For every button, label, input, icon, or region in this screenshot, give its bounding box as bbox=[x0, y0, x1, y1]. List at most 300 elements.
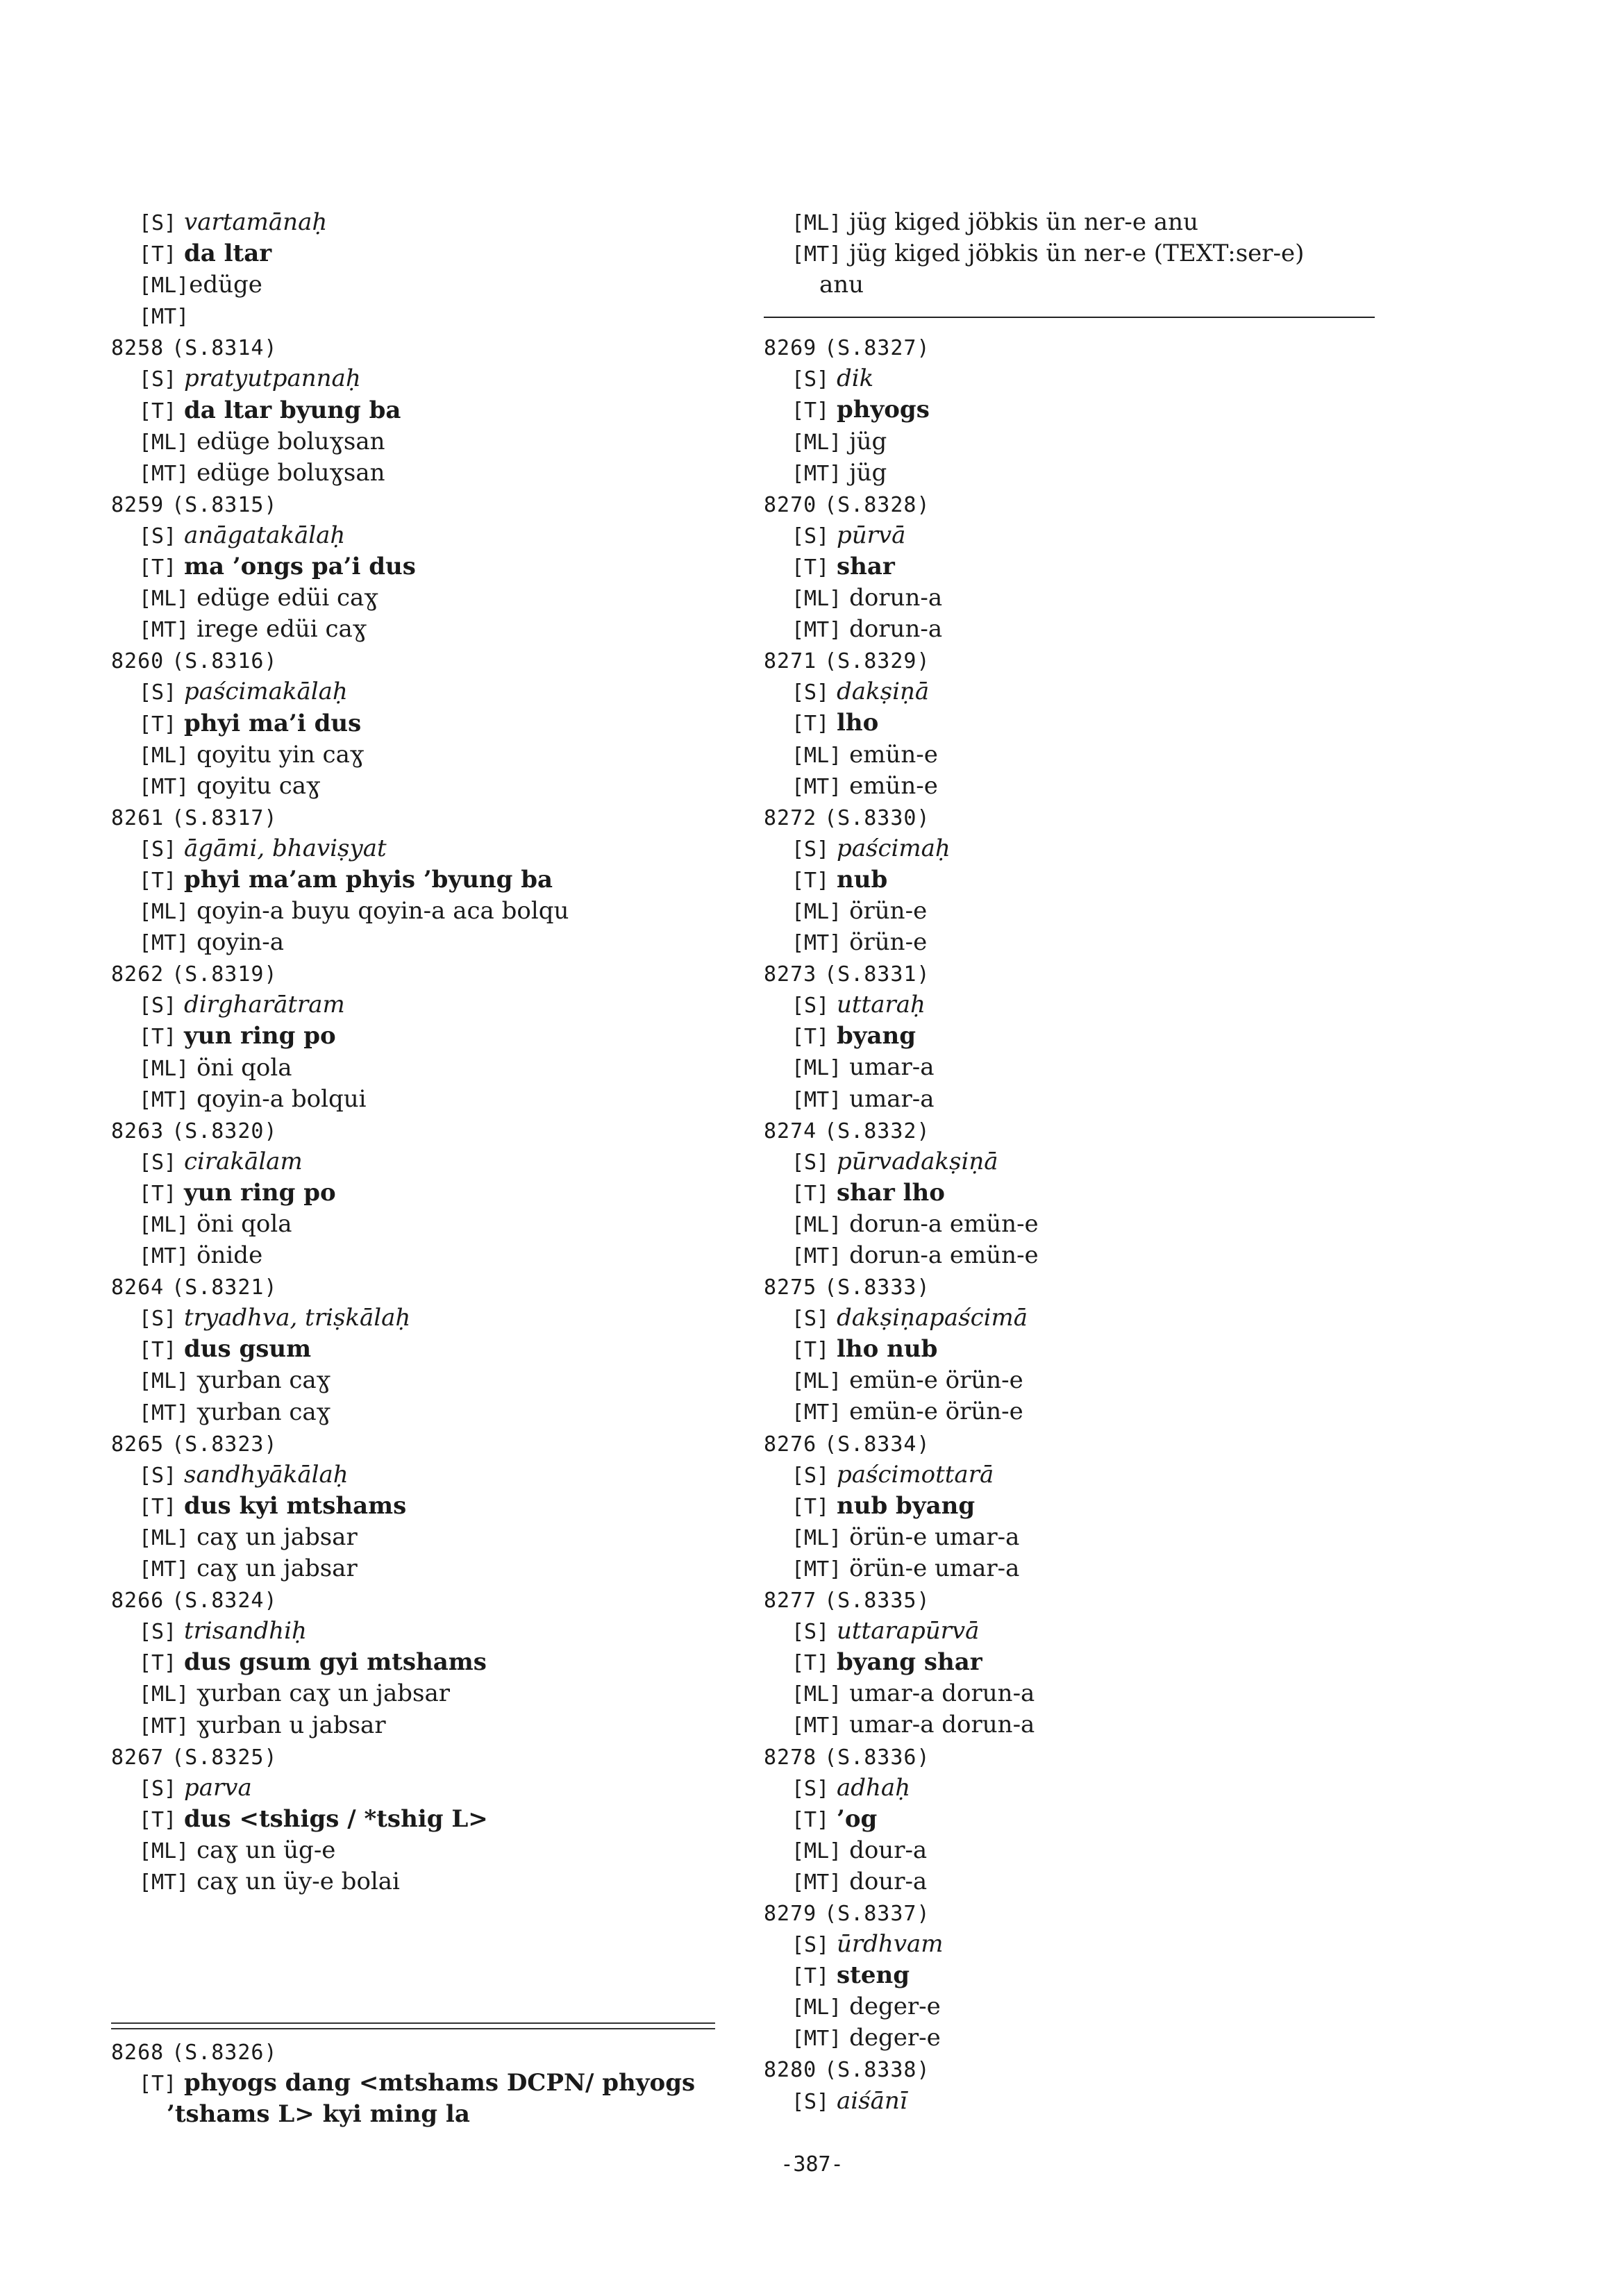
tag-ml: [ML] bbox=[792, 1369, 842, 1394]
entry-header bbox=[111, 1741, 722, 1773]
mongolian-mt-term: jüg kiged jöbkis ün ner-e (TEXT:ser-e) bbox=[849, 240, 1305, 268]
tag-t: [T] bbox=[139, 2072, 177, 2097]
tag-t: [T] bbox=[792, 1964, 830, 1989]
mongolian-ml-term: örün-e bbox=[849, 896, 928, 925]
tag-mt: [MT] bbox=[139, 1087, 190, 1112]
entry-ref: (S.8315) bbox=[171, 492, 278, 517]
tag-s: [S] bbox=[792, 1307, 830, 1332]
entry-line-t bbox=[111, 1491, 722, 1522]
entry-line-ml bbox=[111, 896, 722, 927]
left-column bbox=[111, 207, 722, 1897]
tag-mt: [MT] bbox=[792, 1557, 842, 1582]
sanskrit-term: pūrvadakṣiṇā bbox=[837, 1147, 998, 1175]
tag-mt: [MT] bbox=[792, 1870, 842, 1895]
sanskrit-term: āgāmi, bhaviṣyat bbox=[184, 834, 387, 862]
mongolian-ml-term: edüge bbox=[189, 271, 262, 299]
entry-line-s bbox=[764, 363, 1403, 394]
tag-s: [S] bbox=[139, 1463, 177, 1488]
tibetan-term: lho bbox=[837, 709, 879, 737]
entry-line-mt bbox=[764, 927, 1403, 958]
tag-t: [T] bbox=[139, 868, 177, 893]
entry-number: 8279 bbox=[764, 1901, 817, 1926]
entry-line-ml bbox=[111, 426, 722, 458]
entry-number: 8261 bbox=[111, 805, 165, 830]
mongolian-mt-term: dorun-a emün-e bbox=[849, 1241, 1039, 1269]
entry-header bbox=[764, 645, 1403, 676]
tibetan-term-cont: ’tshams L> kyi ming la bbox=[167, 2100, 470, 2129]
entry-header bbox=[111, 645, 722, 676]
tag-mt: [MT] bbox=[139, 1870, 190, 1895]
mongolian-mt-term: deger-e bbox=[849, 2024, 941, 2052]
entry-line-mt bbox=[111, 1866, 722, 1897]
entry-number: 8270 bbox=[764, 492, 817, 517]
entry-line-t bbox=[764, 551, 1403, 583]
entry-line-ml bbox=[111, 1678, 722, 1709]
mongolian-ml-term: dorun-a emün-e bbox=[849, 1209, 1039, 1238]
entry-line-s bbox=[764, 2086, 1403, 2117]
entry-line-ml bbox=[111, 583, 722, 614]
mongolian-mt-term: caɣ un üy-e bolai bbox=[196, 1867, 400, 1895]
sanskrit-term: aiśānī bbox=[837, 2086, 907, 2115]
entry-line-mt bbox=[111, 1553, 722, 1584]
entry-number: 8275 bbox=[764, 1275, 817, 1300]
entry-number: 8269 bbox=[764, 336, 817, 361]
tag-t: [T] bbox=[139, 242, 177, 267]
entry-line-t bbox=[111, 2068, 736, 2099]
mongolian-ml-term: örün-e umar-a bbox=[849, 1523, 1020, 1551]
entry-line-t bbox=[111, 864, 722, 896]
entry-number: 8268 bbox=[111, 2041, 165, 2065]
tag-t: [T] bbox=[792, 712, 830, 737]
entry-line-mt bbox=[111, 1397, 722, 1428]
entry-line-s bbox=[111, 676, 722, 707]
tag-ml: [ML] bbox=[792, 1995, 842, 2020]
tag-t: [T] bbox=[792, 1651, 830, 1676]
tag-mt: [MT] bbox=[792, 461, 842, 486]
entry-line-t bbox=[111, 708, 722, 739]
tag-t: [T] bbox=[139, 1807, 177, 1832]
entry-line-mt bbox=[111, 927, 722, 958]
entry-number: 8263 bbox=[111, 1118, 165, 1143]
sanskrit-term: pūrvā bbox=[837, 521, 906, 549]
entry-ref: (S.8320) bbox=[171, 1118, 278, 1143]
mongolian-ml-term: caɣ un jabsar bbox=[196, 1523, 358, 1551]
tag-mt: [MT] bbox=[792, 1713, 842, 1738]
entry-ref: (S.8329) bbox=[824, 649, 930, 674]
entry-line-ml bbox=[764, 207, 1403, 238]
tag-s: [S] bbox=[139, 1307, 177, 1332]
entry-line-ml bbox=[764, 1678, 1403, 1709]
tag-mt: [MT] bbox=[792, 931, 842, 956]
tag-t: [T] bbox=[139, 1651, 177, 1676]
tag-ml: [ML] bbox=[139, 1369, 190, 1394]
tag-t: [T] bbox=[139, 1338, 177, 1363]
tibetan-term: byang shar bbox=[837, 1648, 982, 1677]
entry-header bbox=[764, 332, 1403, 363]
entry-line-s bbox=[764, 676, 1403, 707]
tibetan-term: da ltar byung ba bbox=[184, 396, 401, 424]
entry-ref: (S.8338) bbox=[824, 2058, 930, 2083]
entry-header bbox=[111, 1428, 722, 1459]
entry-number: 8265 bbox=[111, 1432, 165, 1457]
mongolian-ml-term: dour-a bbox=[849, 1836, 928, 1864]
entry-number: 8271 bbox=[764, 649, 817, 674]
entry-header bbox=[764, 1115, 1403, 1146]
tag-ml: [ML] bbox=[792, 587, 842, 612]
tag-s: [S] bbox=[139, 994, 177, 1019]
entry-line-s bbox=[111, 1616, 722, 1647]
sanskrit-term: dakṣiṇā bbox=[837, 678, 930, 706]
entry-line-t bbox=[111, 238, 722, 269]
tibetan-term: byang bbox=[837, 1022, 916, 1050]
entry-line-s bbox=[111, 1146, 722, 1178]
entry-line-mt bbox=[764, 771, 1403, 802]
entry-line-ml bbox=[111, 739, 722, 771]
entry-line-s bbox=[764, 1616, 1403, 1647]
tag-mt: [MT] bbox=[139, 1400, 190, 1425]
mongolian-mt-term: önide bbox=[196, 1241, 263, 1270]
tag-ml: [ML] bbox=[792, 1212, 842, 1237]
tag-mt: [MT] bbox=[792, 2027, 842, 2052]
entry-ref: (S.8316) bbox=[171, 649, 278, 674]
tag-t: [T] bbox=[139, 555, 177, 580]
sanskrit-term: pratyutpannaḥ bbox=[184, 364, 361, 393]
entry-line-s bbox=[764, 1302, 1403, 1334]
entry-line-s bbox=[111, 1773, 722, 1804]
entry-ref: (S.8327) bbox=[824, 336, 930, 361]
section-divider bbox=[111, 2022, 715, 2029]
entry-line-t bbox=[764, 1804, 1403, 1835]
entry-number: 8258 bbox=[111, 336, 165, 361]
tag-mt: [MT] bbox=[139, 931, 190, 956]
tibetan-term: dus <tshigs / *tshig L> bbox=[184, 1804, 488, 1833]
mongolian-ml-term: ɣurban caɣ bbox=[196, 1366, 331, 1395]
tibetan-term: ’og bbox=[837, 1804, 878, 1833]
mongolian-mt-term-cont: anu bbox=[819, 271, 864, 299]
entry-number: 8272 bbox=[764, 805, 817, 830]
mongolian-ml-term: qoyitu yin caɣ bbox=[196, 740, 365, 769]
mongolian-mt-term: umar-a dorun-a bbox=[849, 1711, 1035, 1739]
mongolian-mt-term: qoyin-a bolqui bbox=[196, 1084, 367, 1113]
entry-line-mt bbox=[764, 1553, 1403, 1584]
tag-s: [S] bbox=[792, 837, 830, 862]
entry-ref: (S.8321) bbox=[171, 1275, 278, 1300]
tag-mt: [MT] bbox=[792, 242, 842, 267]
tag-ml: [ML] bbox=[792, 1056, 842, 1081]
entry-line-mt bbox=[111, 771, 722, 802]
mongolian-ml-term: umar-a dorun-a bbox=[849, 1679, 1035, 1708]
entry-line-mt bbox=[764, 458, 1403, 489]
header-divider bbox=[764, 317, 1375, 318]
tag-ml: [ML] bbox=[792, 899, 842, 924]
entry-line-t bbox=[111, 395, 722, 426]
entry-line-ml bbox=[764, 426, 1403, 458]
mongolian-mt-term: umar-a bbox=[849, 1084, 935, 1113]
mongolian-mt-term: qoyin-a bbox=[196, 928, 285, 957]
entry-ref: (S.8334) bbox=[824, 1432, 930, 1457]
entry-ref: (S.8317) bbox=[171, 805, 278, 830]
entry-header bbox=[764, 958, 1403, 989]
tibetan-term: yun ring po bbox=[184, 1022, 336, 1050]
entry-ref: (S.8326) bbox=[171, 2041, 278, 2065]
mongolian-mt-term: ɣurban caɣ bbox=[196, 1398, 331, 1426]
entry-line-t bbox=[111, 1021, 722, 1052]
entry-line-ml bbox=[764, 1835, 1403, 1866]
tibetan-term: dus kyi mtshams bbox=[184, 1491, 407, 1520]
entry-line-t bbox=[111, 551, 722, 583]
entry-number: 8276 bbox=[764, 1432, 817, 1457]
tag-s: [S] bbox=[792, 680, 830, 705]
sanskrit-term: sandhyākālaḥ bbox=[184, 1460, 349, 1489]
entry-line-t bbox=[764, 707, 1403, 739]
mongolian-mt-term: örün-e umar-a bbox=[849, 1554, 1020, 1582]
entry-line-s bbox=[764, 520, 1403, 551]
entry-header bbox=[111, 332, 722, 363]
tag-ml: [ML] bbox=[139, 1838, 190, 1863]
mongolian-mt-term: edüge boluɣsan bbox=[196, 458, 385, 487]
entry-ref: (S.8324) bbox=[171, 1589, 278, 1614]
entry-line-t bbox=[764, 864, 1403, 896]
entry-line-s bbox=[764, 1929, 1403, 1960]
tag-s: [S] bbox=[139, 523, 177, 548]
tag-ml: [ML] bbox=[139, 1056, 190, 1081]
entry-line-s bbox=[764, 1773, 1403, 1804]
tag-s: [S] bbox=[139, 1150, 177, 1175]
entry-line-s bbox=[764, 1459, 1403, 1491]
left-entries bbox=[111, 332, 722, 1897]
entry-ref: (S.8337) bbox=[824, 1901, 930, 1926]
entry-line-s bbox=[111, 207, 722, 238]
entry-line-s bbox=[111, 1459, 722, 1491]
entry-line-t bbox=[764, 1178, 1403, 1209]
entry-line-t bbox=[764, 1334, 1403, 1365]
entry-line-mt bbox=[764, 1084, 1403, 1115]
tag-t: [T] bbox=[792, 1025, 830, 1050]
mongolian-ml-term: emün-e örün-e bbox=[849, 1366, 1023, 1395]
entry-number: 8280 bbox=[764, 2058, 817, 2083]
mongolian-mt-term: emün-e bbox=[849, 771, 938, 800]
tag-t: [T] bbox=[139, 712, 177, 737]
mongolian-mt-term: ɣurban u jabsar bbox=[196, 1711, 386, 1739]
entry-header bbox=[764, 802, 1403, 833]
mongolian-ml-term: caɣ un üg-e bbox=[196, 1836, 336, 1864]
sanskrit-term: cirakālam bbox=[184, 1147, 303, 1175]
entry-number: 8264 bbox=[111, 1275, 165, 1300]
entry-line-mt bbox=[764, 1240, 1403, 1271]
entry-line-t bbox=[764, 1960, 1403, 1991]
tibetan-term: steng bbox=[837, 1961, 910, 1990]
tag-s: [S] bbox=[792, 1933, 830, 1958]
sanskrit-term: vartamānaḥ bbox=[184, 208, 328, 236]
tag-ml: [ML] bbox=[792, 1525, 842, 1550]
entry-line-t bbox=[111, 1804, 722, 1835]
entry-number: 8262 bbox=[111, 962, 165, 987]
entry-line-t bbox=[111, 1334, 722, 1365]
tibetan-term: da ltar bbox=[184, 240, 272, 268]
entry-header bbox=[764, 2054, 1403, 2085]
tibetan-term: nub byang bbox=[837, 1491, 976, 1520]
entry-ref: (S.8332) bbox=[824, 1118, 930, 1143]
entry-line-ml bbox=[764, 1522, 1403, 1553]
entry-header bbox=[111, 1271, 722, 1302]
entry-ref: (S.8336) bbox=[824, 1745, 930, 1770]
sanskrit-term: paścimottarā bbox=[837, 1460, 994, 1489]
tag-t: [T] bbox=[792, 868, 830, 893]
tag-mt: [MT] bbox=[139, 305, 190, 330]
entry-line-ml bbox=[111, 1835, 722, 1866]
mongolian-ml-term: öni qola bbox=[196, 1210, 292, 1238]
entry-ref: (S.8319) bbox=[171, 962, 278, 987]
entry-line-ml bbox=[764, 1365, 1403, 1396]
sanskrit-term: paścimaḥ bbox=[837, 834, 951, 862]
sanskrit-term: dirgharātram bbox=[184, 991, 345, 1019]
tibetan-term: phyi ma’i dus bbox=[184, 709, 362, 737]
entry-line-ml bbox=[111, 1053, 722, 1084]
tag-mt: [MT] bbox=[792, 1087, 842, 1112]
entry-line-s bbox=[111, 1302, 722, 1334]
mongolian-mt-term: caɣ un jabsar bbox=[196, 1555, 358, 1583]
tag-t: [T] bbox=[792, 1338, 830, 1363]
entry-line-s bbox=[111, 520, 722, 551]
entry-line-t bbox=[764, 1021, 1403, 1052]
entry-ref: (S.8335) bbox=[824, 1589, 930, 1614]
entry-line-t bbox=[111, 1178, 722, 1209]
mongolian-ml-term: emün-e bbox=[849, 740, 938, 769]
tag-s: [S] bbox=[139, 1776, 177, 1801]
tag-t: [T] bbox=[792, 1494, 830, 1519]
tibetan-term: shar bbox=[837, 552, 895, 580]
entry-line-mt bbox=[111, 458, 722, 489]
tag-s: [S] bbox=[792, 367, 830, 392]
tag-s: [S] bbox=[139, 837, 177, 862]
mongolian-mt-term: qoyitu caɣ bbox=[196, 771, 321, 800]
tag-ml: [ML] bbox=[139, 743, 190, 768]
entry-header bbox=[764, 1584, 1403, 1616]
tag-mt: [MT] bbox=[792, 774, 842, 799]
tag-s: [S] bbox=[139, 211, 177, 235]
entry-ref: (S.8331) bbox=[824, 962, 930, 987]
tag-ml: [ML] bbox=[139, 1525, 190, 1550]
sanskrit-term: paścimakālaḥ bbox=[184, 678, 348, 706]
tag-ml: [ML] bbox=[792, 1682, 842, 1707]
tag-t: [T] bbox=[139, 1025, 177, 1050]
entry-line-ml bbox=[764, 1052, 1403, 1083]
tag-ml: [ML] bbox=[139, 1213, 190, 1237]
entry-header bbox=[111, 1115, 722, 1146]
entry-line-mt bbox=[764, 1866, 1403, 1897]
entry-number: 8260 bbox=[111, 649, 165, 674]
tag-s: [S] bbox=[139, 1620, 177, 1645]
mongolian-ml-term: ɣurban caɣ un jabsar bbox=[196, 1679, 450, 1708]
tibetan-term: dus gsum bbox=[184, 1335, 312, 1364]
entry-line-s bbox=[111, 363, 722, 394]
entry-line-mt bbox=[111, 1710, 722, 1741]
entry-line-ml bbox=[764, 1991, 1403, 2022]
tag-mt: [MT] bbox=[792, 1400, 842, 1425]
entry-ref: (S.8314) bbox=[171, 336, 278, 361]
tag-t: [T] bbox=[792, 555, 830, 580]
entry-8268 bbox=[111, 2036, 736, 2130]
entry-line-mt bbox=[111, 301, 722, 332]
sanskrit-term: trisandhiḥ bbox=[184, 1617, 307, 1645]
tag-t: [T] bbox=[792, 1807, 830, 1832]
tag-s: [S] bbox=[792, 523, 830, 548]
tibetan-term: yun ring po bbox=[184, 1178, 336, 1207]
tag-mt: [MT] bbox=[139, 1713, 190, 1738]
tag-ml: [ML] bbox=[139, 274, 190, 299]
entry-line-s bbox=[764, 1146, 1403, 1178]
entry-line-mt bbox=[764, 2022, 1403, 2054]
tibetan-term: dus gsum gyi mtshams bbox=[184, 1648, 487, 1677]
tibetan-term: phyogs dang <mtshams DCPN/ phyogs bbox=[184, 2069, 696, 2097]
entry-header bbox=[764, 1897, 1403, 1929]
tag-mt: [MT] bbox=[139, 1244, 190, 1269]
mongolian-ml-term: jüg bbox=[849, 427, 887, 455]
entry-line-s bbox=[764, 833, 1403, 864]
entry-ref: (S.8333) bbox=[824, 1275, 930, 1300]
mongolian-ml-term: qoyin-a buyu qoyin-a aca bolqu bbox=[196, 897, 569, 925]
entry-line-t-cont bbox=[111, 2099, 736, 2130]
mongolian-ml-term: dorun-a bbox=[849, 584, 943, 612]
sanskrit-term: anāgatakālaḥ bbox=[184, 521, 346, 549]
entry-line-mt bbox=[764, 1396, 1403, 1427]
page-number: -387- bbox=[780, 2152, 844, 2177]
entry-line-s bbox=[764, 989, 1403, 1021]
tag-mt: [MT] bbox=[139, 618, 190, 643]
entry-header bbox=[764, 1271, 1403, 1302]
entry-line-t bbox=[111, 1647, 722, 1678]
tag-s: [S] bbox=[792, 1463, 830, 1488]
tag-mt: [MT] bbox=[792, 618, 842, 643]
tag-mt: [MT] bbox=[792, 1244, 842, 1268]
entry-header bbox=[764, 1741, 1403, 1773]
entry-header bbox=[764, 489, 1403, 520]
entry-header bbox=[111, 489, 722, 520]
tag-t: [T] bbox=[792, 1181, 830, 1206]
mongolian-mt-term: dorun-a bbox=[849, 615, 943, 644]
mongolian-ml-term: edüge boluɣsan bbox=[196, 427, 385, 455]
tag-ml: [ML] bbox=[139, 587, 190, 612]
mongolian-ml-term: deger-e bbox=[849, 1993, 941, 2021]
sanskrit-term: tryadhva, triṣkālaḥ bbox=[184, 1304, 411, 1332]
entry-ref: (S.8328) bbox=[824, 492, 930, 517]
sanskrit-term: parva bbox=[184, 1773, 252, 1802]
entry-line-mt bbox=[764, 238, 1403, 269]
mongolian-ml-term: öni qola bbox=[196, 1053, 292, 1082]
entry-line-ml bbox=[111, 269, 722, 301]
entry-number: 8273 bbox=[764, 962, 817, 987]
tag-ml: [ML] bbox=[139, 900, 190, 925]
mongolian-ml-term: edüge edüi caɣ bbox=[196, 584, 378, 612]
entry-number: 8259 bbox=[111, 492, 165, 517]
sanskrit-term: ūrdhvam bbox=[837, 1930, 944, 1959]
tibetan-term: phyi ma’am phyis ’byung ba bbox=[184, 865, 553, 894]
sanskrit-term: uttarapūrvā bbox=[837, 1617, 980, 1645]
tag-s: [S] bbox=[792, 1150, 830, 1175]
entry-header bbox=[111, 958, 722, 989]
entry-ref: (S.8323) bbox=[171, 1432, 278, 1457]
entry-header bbox=[111, 2036, 736, 2068]
entry-header bbox=[764, 1428, 1403, 1459]
tibetan-term: phyogs bbox=[837, 396, 930, 424]
entry-line-ml bbox=[764, 583, 1403, 614]
entry-line-mt bbox=[111, 1240, 722, 1271]
tag-s: [S] bbox=[139, 367, 177, 392]
entry-ref: (S.8325) bbox=[171, 1745, 278, 1770]
mongolian-mt-term: emün-e örün-e bbox=[849, 1398, 1023, 1426]
tag-ml: [ML] bbox=[792, 743, 842, 768]
right-entries bbox=[764, 332, 1403, 2054]
